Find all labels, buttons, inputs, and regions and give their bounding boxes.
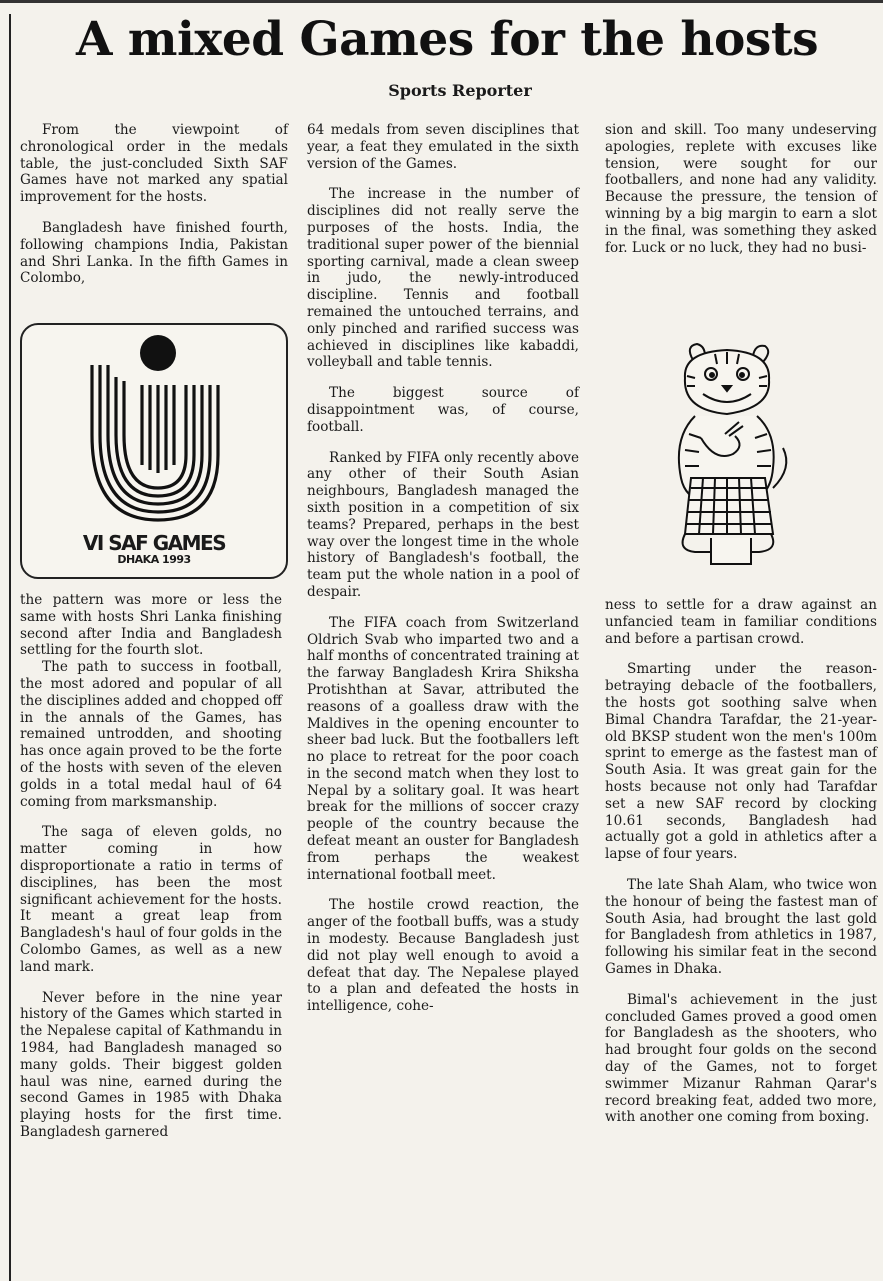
paragraph: From the viewpoint of chronological order in the medals table, the just-concluded Sixth SAF Games have not marked any spatial improvement for the hosts. bbox=[20, 122, 288, 206]
paragraph: Never before in the nine year history of the Games which started in the Nepalese capital of Kathmandu in 1984, had Bangladesh managed so many golds. Their biggest golden haul was nine, earned during the second Games in 1985 with Dhaka playing hosts for the first time. Bangladesh garnered bbox=[20, 989, 282, 1140]
byline: Sports Reporter bbox=[388, 81, 532, 100]
paragraph: sion and skill. Too many undeserving apologies, replete with excuses like tension, were sought for our footballers, and none had any validity. Because the pressure, the tension of winning by a big margin to earn a slot in the final, was something they asked for. Luck or no luck, they had no busi- bbox=[605, 122, 877, 256]
column-left-rule bbox=[9, 14, 11, 1281]
paragraph: Smarting under the reason-betraying debacle of the footballers, the hosts got soothing salve when Bimal Chandra Tarafdar, the 21-year-old BKSP student won the men's 100m sprint to emerge as the fastest man of South Asia. It was great gain for the hosts because not only had Tarafdar set a new SAF record by clocking 10.61 seconds, Bangladesh had actually got a gold in athletics after a lapse of four years. bbox=[605, 661, 877, 863]
paragraph: The path to success in football, the most adored and popular of all the disciplines added and chopped off in the annals of the Games, has remained untrodden, and shooting has once again proved to be the forte of the hosts with seven of the eleven golds in a total medal haul of 64 coming from marksmanship. bbox=[20, 659, 282, 810]
paragraph: ness to settle for a draw against an unfancied team in familiar conditions and before a partisan crowd. bbox=[605, 597, 877, 647]
paragraph: The increase in the number of disciplines did not really serve the purposes of the hosts. India, the traditional super power of the biennial sporting carnival, made a clean sweep in judo, the newly-introduced discipline. Tennis and football remained the untouched terrains, and only pinched and rarified success was achieved in disciplines like kabaddi, volleyball and table tennis. bbox=[307, 186, 579, 371]
paragraph: The late Shah Alam, who twice won the honour of being the fastest man of South Asia, had brought the last gold for Bangladesh from athletics in 1987, following his similar feat in the second Games in Dhaka. bbox=[605, 876, 877, 977]
headline: A mixed Games for the hosts bbox=[75, 12, 819, 67]
page-top-rule bbox=[0, 0, 883, 3]
paragraph: The biggest source of disappointment was, of course, football. bbox=[307, 385, 579, 435]
column-1-bottom bbox=[20, 592, 282, 1155]
column-3-top bbox=[605, 122, 877, 256]
column-2 bbox=[307, 122, 579, 1029]
logo-subtitle: DHAKA 1993 bbox=[117, 553, 191, 566]
paragraph: Bimal's achievement in the just concluded Games proved a good omen for Bangladesh as the shooters, who had brought four golds on the second day of the Games, not to forget swimmer Mizanur Rahman Qarar's record breaking feat, added two more, with another one coming from boxing. bbox=[605, 991, 877, 1126]
tiger-mascot-icon bbox=[655, 338, 795, 568]
paragraph: The saga of eleven golds, no matter coming in how disproportionate a ratio in terms of disciplines, has been the most significant achievement for the hosts. It meant a great leap from Bangladesh's haul of four golds in the Colombo Games, as well as a new land mark. bbox=[20, 824, 282, 975]
logo-title: VI SAF GAMES bbox=[82, 531, 226, 555]
paragraph: Ranked by FIFA only recently above any other of their South Asian neighbours, Bangladesh managed the sixth position in a competition of six teams? Prepared, perhaps in the best way over the longest time in the whole history of Bangladesh's football, the team put the whole nation in a pool of despair. bbox=[307, 449, 579, 600]
paragraph: Bangladesh have finished fourth, following champions India, Pakistan and Shri Lanka. In the fifth Games in Colombo, bbox=[20, 219, 288, 287]
column-3-bottom bbox=[605, 597, 877, 1140]
paragraph: the pattern was more or less the same with hosts Shri Lanka finishing second after India and Bangladesh settling for the fourth slot. bbox=[20, 592, 282, 659]
saf-games-logo bbox=[20, 323, 288, 579]
paragraph: The hostile crowd reaction, the anger of the football buffs, was a study in modesty. Because Bangladesh just did not play well enough to avoid a defeat that day. The Nepalese played to a plan and defeated the hosts in intelligence, cohe- bbox=[307, 897, 579, 1015]
paragraph: The FIFA coach from Switzerland Oldrich Svab who imparted two and a half months of concentrated training at the farway Bangladesh Krira Shiksha Protishthan at Savar, attributed the reasons of a goalless draw with the Maldives in the opening encounter to sheer bad luck. But the footballers left no place to retreat for the poor coach in the second match when they lost to Nepal by a solitary goal. It was heart break for the millions of soccer crazy people of the country because the defeat meant an ouster for Bangladesh from perhaps the weakest international football meet. bbox=[307, 614, 579, 883]
column-1-top bbox=[20, 122, 288, 287]
paragraph: 64 medals from seven disciplines that year, a feat they emulated in the sixth version of the Games. bbox=[307, 122, 579, 172]
